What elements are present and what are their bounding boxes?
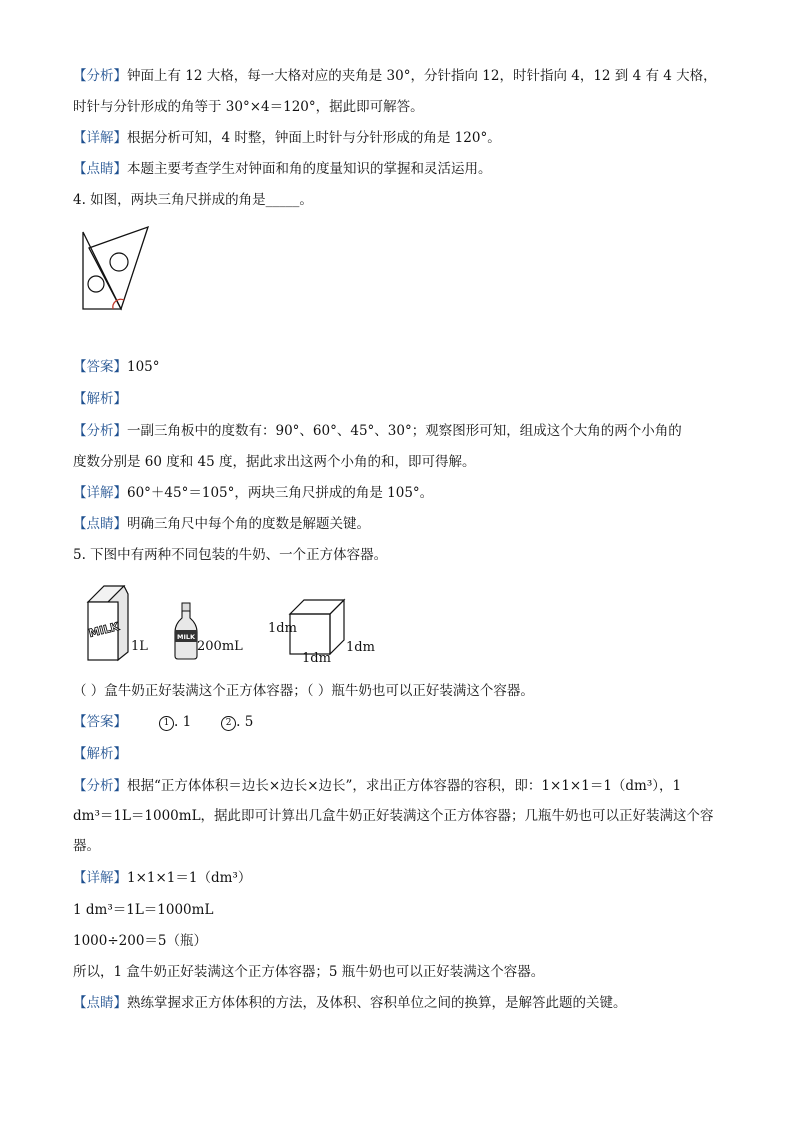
prev-comment (73, 159, 492, 179)
bottle-volume-label: 200mL (197, 639, 243, 654)
bottle-brand: MILK (177, 633, 196, 641)
prev-analysis-line2: 时针与分针形成的角等于 30°×4＝120°，据此即可解答。 (73, 99, 424, 115)
q4-stem: 4. 如图，两块三角尺拼成的角是_____。 (73, 192, 313, 208)
detail-text: 1×1×1＝1（dm³） (127, 870, 252, 886)
q5-stem: 5. 下图中有两种不同包装的牛奶、一个正方体容器。 (73, 547, 388, 563)
milk-carton-icon (87, 586, 128, 660)
q5-analysis-heading: 【解析】 (73, 746, 127, 762)
answer-value: 105° (127, 359, 160, 375)
analysis-tag: 【分析】 (73, 778, 127, 794)
comment-text: 明确三角尺中每个角的度数是解题关键。 (127, 516, 370, 532)
q4-triangles-figure (80, 224, 160, 314)
q4-detail (73, 483, 433, 503)
analysis-text: 一副三角板中的度数有：90°、60°、45°、30°；观察图形可知，组成这个大角的两个小角的 (127, 423, 682, 439)
answer-tag: 【答案】 (73, 359, 127, 375)
q4-analysis-line2: 度数分别是 60 度和 45 度，据此求出这两个小角的和，即可得解。 (73, 454, 476, 470)
detail-text: 60°＋45°＝105°，两块三角尺拼成的角是 105°。 (127, 485, 434, 501)
answer-value-2: . 5 (236, 714, 254, 730)
comment-tag: 【点睛】 (73, 161, 127, 177)
analysis-tag: 【分析】 (73, 68, 127, 84)
prev-detail (73, 128, 501, 148)
milk-bottle-icon (175, 603, 197, 659)
analysis-text: 钟面上有 12 大格，每一大格对应的夹角是 30°，分针指向 12，时针指向 4，12 到 4 有 4 大格， (127, 68, 717, 84)
q5-detail-line4: 所以，1 盒牛奶正好装满这个正方体容器；5 瓶牛奶也可以正好装满这个容器。 (73, 964, 545, 980)
carton-volume-label: 1L (131, 639, 148, 654)
q5-figure (80, 580, 380, 665)
q5-analysis-line2: dm³＝1L＝1000mL，据此即可计算出几盒牛奶正好装满这个正方体容器；几瓶牛奶也可以正好装满这个容 (73, 808, 714, 824)
analysis-text: 根据“正方体体积＝边长×边长×边长”，求出正方体容器的容积，即：1×1×1＝1（dm³），1 (127, 778, 682, 794)
q5-analysis-line1 (73, 776, 681, 796)
answer-number-1: 1 (159, 716, 174, 731)
q5-detail-line3: 1000÷200＝5（瓶） (73, 933, 208, 949)
comment-text: 熟练掌握求正方体体积的方法，及体积、容积单位之间的换算，是解答此题的关键。 (127, 995, 627, 1011)
q4-comment (73, 514, 370, 534)
cube-right-label: 1dm (346, 640, 375, 655)
cube-container-icon (290, 600, 344, 654)
detail-tag: 【详解】 (73, 870, 127, 886)
answer-tag: 【答案】 (73, 714, 127, 730)
q4-answer (73, 357, 160, 377)
comment-tag: 【点睛】 (73, 516, 127, 532)
carton-brand: MILK (87, 619, 121, 640)
q5-analysis-line3: 器。 (73, 838, 100, 854)
detail-tag: 【详解】 (73, 485, 127, 501)
q5-comment (73, 993, 627, 1013)
detail-text: 根据分析可知，4 时整，钟面上时针与分针形成的角是 120°。 (127, 130, 501, 146)
answer-value-1: . 1 (174, 714, 192, 730)
prev-analysis-line1 (73, 66, 717, 86)
q5-answer (73, 712, 253, 732)
detail-tag: 【详解】 (73, 130, 127, 146)
q4-analysis-line1 (73, 421, 682, 441)
q5-detail-line1 (73, 868, 251, 888)
answer-number-2: 2 (221, 716, 236, 731)
cube-bottom-label: 1dm (302, 651, 331, 666)
comment-text: 本题主要考查学生对钟面和角的度量知识的掌握和灵活运用。 (127, 161, 492, 177)
q4-analysis-heading: 【解析】 (73, 391, 127, 407)
cube-left-label: 1dm (268, 621, 297, 636)
comment-tag: 【点睛】 (73, 995, 127, 1011)
analysis-tag: 【分析】 (73, 423, 127, 439)
q5-question: （ ）盒牛奶正好装满这个正方体容器；（ ）瓶牛奶也可以正好装满这个容器。 (73, 683, 534, 699)
q5-detail-line2: 1 dm³＝1L＝1000mL (73, 902, 214, 918)
